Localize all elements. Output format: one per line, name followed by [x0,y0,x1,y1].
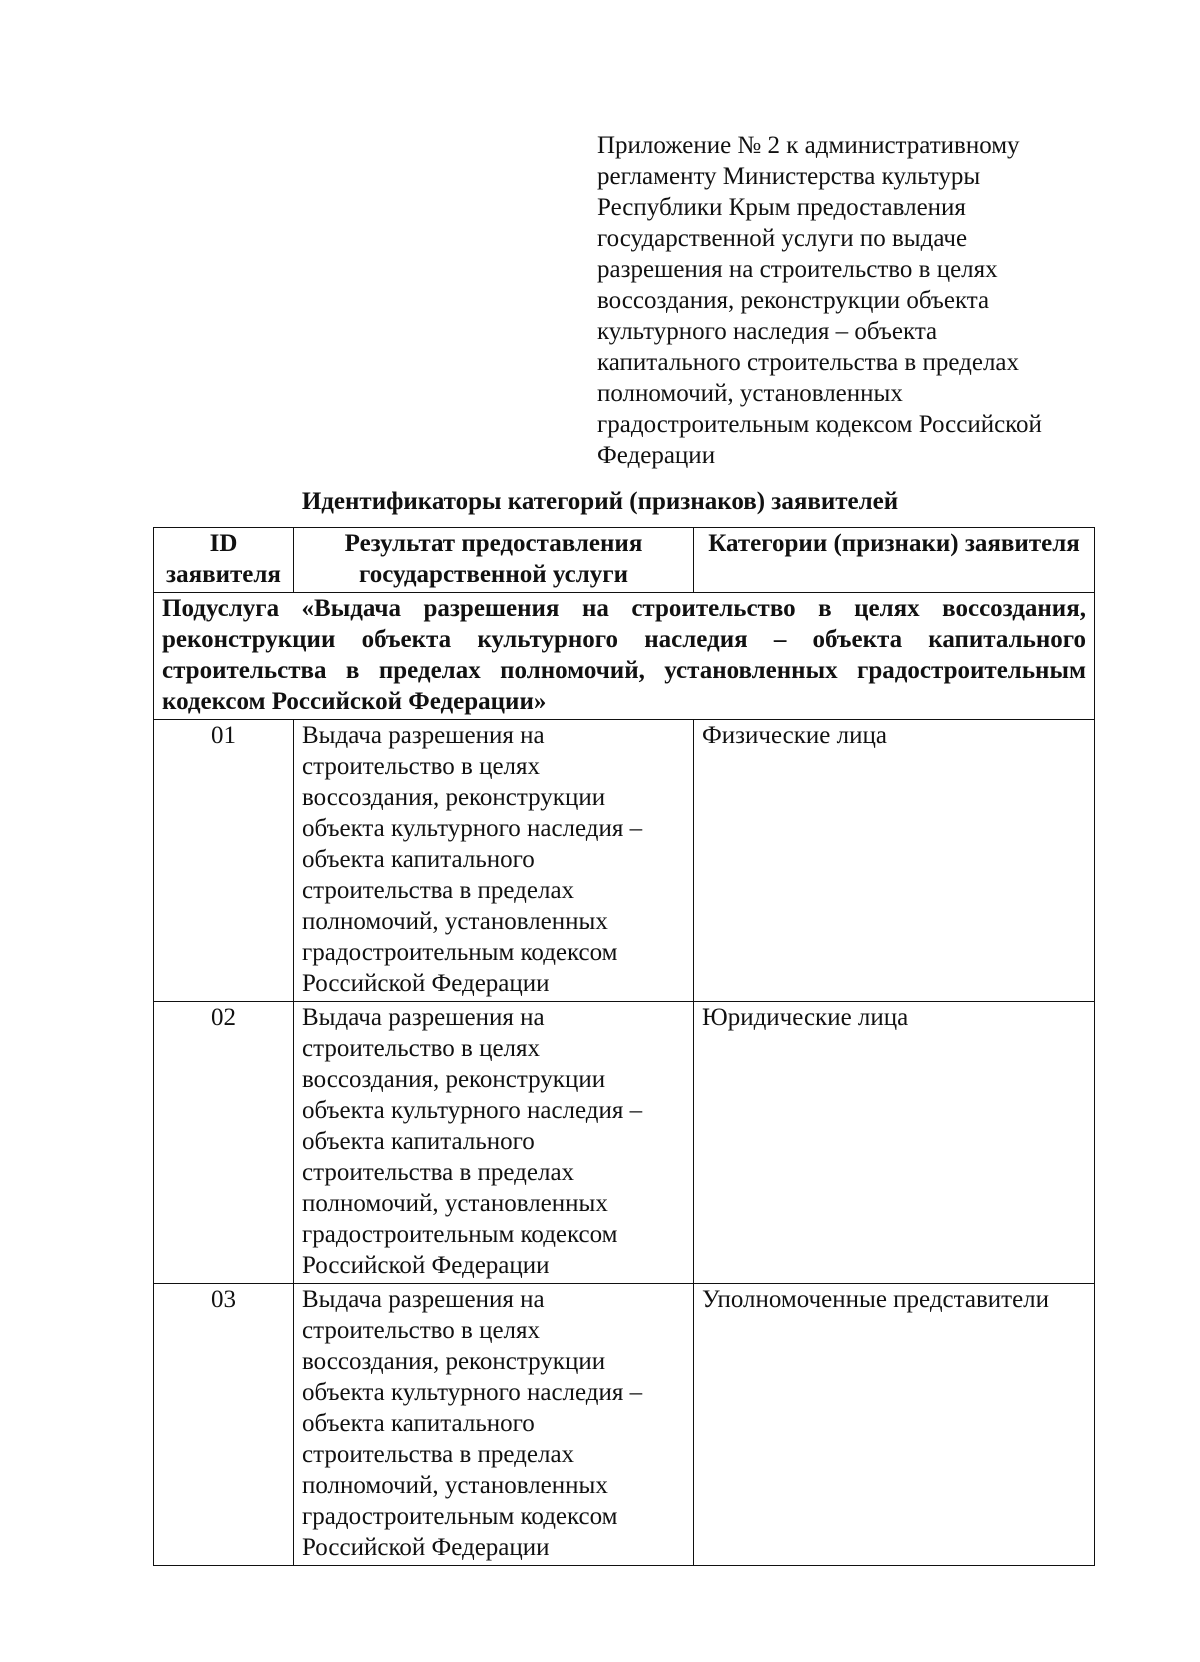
applicant-category: Физические лица [694,720,1095,1002]
table-header-row [154,528,1095,593]
applicant-id: 03 [154,1284,294,1566]
appendix-note: Приложение № 2 к административному регламенту Министерства культуры Республики Крым предоставления государственной услуги по выдаче разрешения на строительство в целях воссоздания, реконструкции объекта культурного наследия – объекта капитального строительства в пределах полномочий, установленных градостроительным кодексом Российской Федерации [597,132,1042,469]
document-title: Идентификаторы категорий (признаков) заявителей [301,488,899,515]
applicant-id-table [153,527,1095,1566]
applicant-category: Юридические лица [694,1002,1095,1284]
header-result: Результат предоставления государственной услуги [294,528,694,593]
header-id: ID заявителя [154,528,294,593]
table-row [154,1284,1095,1566]
table-row [154,1002,1095,1284]
service-result: Выдача разрешения на строительство в целях воссоздания, реконструкции объекта культурного наследия – объекта капитального строительства в пределах полномочий, установленных градостроительным кодексом Российской Федерации [294,1002,694,1284]
service-result: Выдача разрешения на строительство в целях воссоздания, реконструкции объекта культурного наследия – объекта капитального строительства в пределах полномочий, установленных градостроительным кодексом Российской Федерации [294,1284,694,1566]
subservice-row [154,593,1095,720]
applicant-id: 01 [154,720,294,1002]
applicant-id: 02 [154,1002,294,1284]
service-result: Выдача разрешения на строительство в целях воссоздания, реконструкции объекта культурного наследия – объекта капитального строительства в пределах полномочий, установленных градостроительным кодексом Российской Федерации [294,720,694,1002]
applicant-category: Уполномоченные представители [694,1284,1095,1566]
table-row [154,720,1095,1002]
subservice-title: Подуслуга «Выдача разрешения на строительство в целях воссоздания, реконструкции объекта культурного наследия – объекта капитального строительства в пределах полномочий, установленных градостроительным кодексом Российской Федерации» [154,593,1095,720]
header-categories: Категории (признаки) заявителя [694,528,1095,593]
